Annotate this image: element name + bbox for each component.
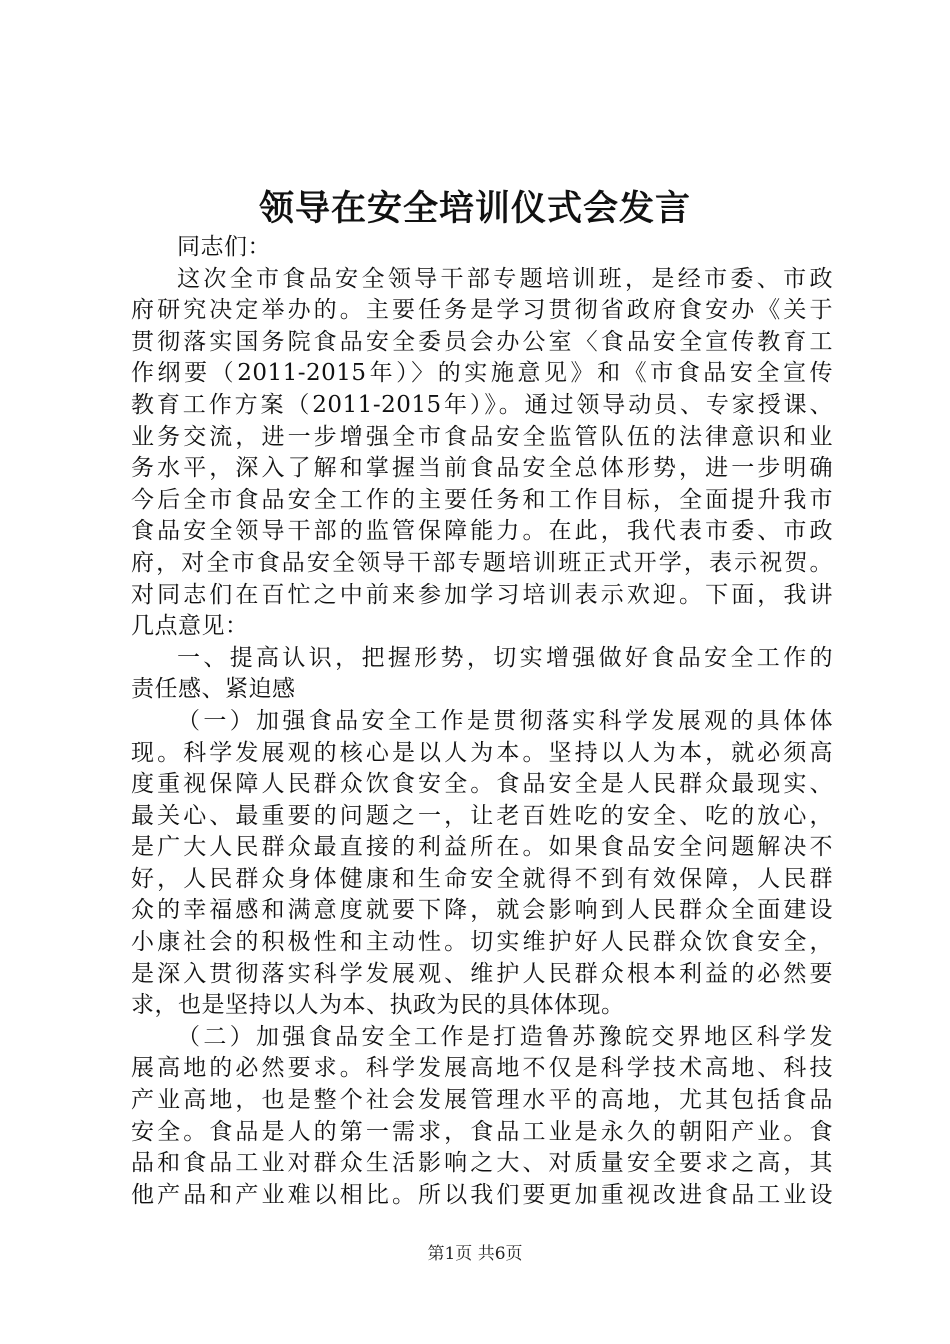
text-line: 是深入贯彻落实科学发展观、维护人民群众根本利益的必然要 bbox=[131, 960, 833, 987]
text-line: 小康社会的积极性和主动性。切实维护好人民群众饮食安全， bbox=[131, 929, 833, 956]
text-line: 对同志们在百忙之中前来参加学习培训表示欢迎。下面，我讲 bbox=[131, 581, 833, 608]
text-line: 今后全市食品安全工作的主要任务和工作目标，全面提升我市 bbox=[131, 486, 833, 513]
document-title: 领导在安全培训仪式会发言 bbox=[258, 188, 691, 229]
text-line: 府研究决定举办的。主要任务是学习贯彻省政府食安办《关于 bbox=[131, 297, 833, 324]
text-line: 府，对全市食品安全领导干部专题培训班正式开学，表示祝贺。 bbox=[131, 549, 833, 576]
text-line: 教育工作方案（2011-2015年）》。通过领导动员、专家授课、 bbox=[131, 391, 833, 418]
text-line: 业务交流，进一步增强全市食品安全监管队伍的法律意识和业 bbox=[131, 423, 833, 450]
text-line: 作纲要（2011-2015年）〉的实施意见》和《市食品安全宣传 bbox=[131, 360, 833, 387]
text-line: 最关心、最重要的问题之一，让老百姓吃的安全、吃的放心， bbox=[131, 802, 833, 829]
text-line: 产业高地，也是整个社会发展管理水平的高地，尤其包括食品 bbox=[131, 1087, 833, 1114]
text-line: 贯彻落实国务院食品安全委员会办公室〈食品安全宣传教育工 bbox=[131, 328, 833, 355]
text-line: 品和食品工业对群众生活影响之大、对质量安全要求之高，其 bbox=[131, 1150, 833, 1177]
text-line: （二）加强食品安全工作是打造鲁苏豫皖交界地区科学发 bbox=[177, 1023, 833, 1050]
text-line: 安全。食品是人的第一需求，食品工业是永久的朝阳产业。食 bbox=[131, 1118, 833, 1145]
salutation: 同志们： bbox=[177, 234, 271, 260]
text-line: 展高地的必然要求。科学发展高地不仅是科学技术高地、科技 bbox=[131, 1055, 833, 1082]
text-line: 他产品和产业难以相比。所以我们要更加重视改进食品工业设 bbox=[131, 1181, 833, 1208]
document-body bbox=[131, 232, 833, 1211]
text-line: 度重视保障人民群众饮食安全。食品安全是人民群众最现实、 bbox=[131, 771, 833, 798]
text-line: 这次全市食品安全领导干部专题培训班，是经市委、市政 bbox=[177, 265, 833, 292]
text-line: 求，也是坚持以人为本、执政为民的具体体现。 bbox=[131, 992, 625, 1019]
text-line: 众的幸福感和满意度就要下降，就会影响到人民群众全面建设 bbox=[131, 897, 833, 924]
text-line: 务水平，深入了解和掌握当前食品安全总体形势，进一步明确 bbox=[131, 455, 833, 482]
text-line: 现。科学发展观的核心是以人为本。坚持以人为本，就必须高 bbox=[131, 739, 833, 766]
section-heading: 责任感、紧迫感 bbox=[131, 676, 296, 703]
text-line: 是广大人民群众最直接的利益所在。如果食品安全问题解决不 bbox=[131, 834, 833, 861]
text-line: 好，人民群众身体健康和生命安全就得不到有效保障，人民群 bbox=[131, 865, 833, 892]
page-footer: 第1页 共6页 bbox=[427, 1244, 523, 1264]
text-line: 食品安全领导干部的监管保障能力。在此，我代表市委、市政 bbox=[131, 518, 833, 545]
section-heading: 一、提高认识，把握形势，切实增强做好食品安全工作的 bbox=[177, 644, 833, 671]
text-line: 几点意见： bbox=[131, 613, 249, 640]
text-line: （一）加强食品安全工作是贯彻落实科学发展观的具体体 bbox=[177, 707, 833, 734]
